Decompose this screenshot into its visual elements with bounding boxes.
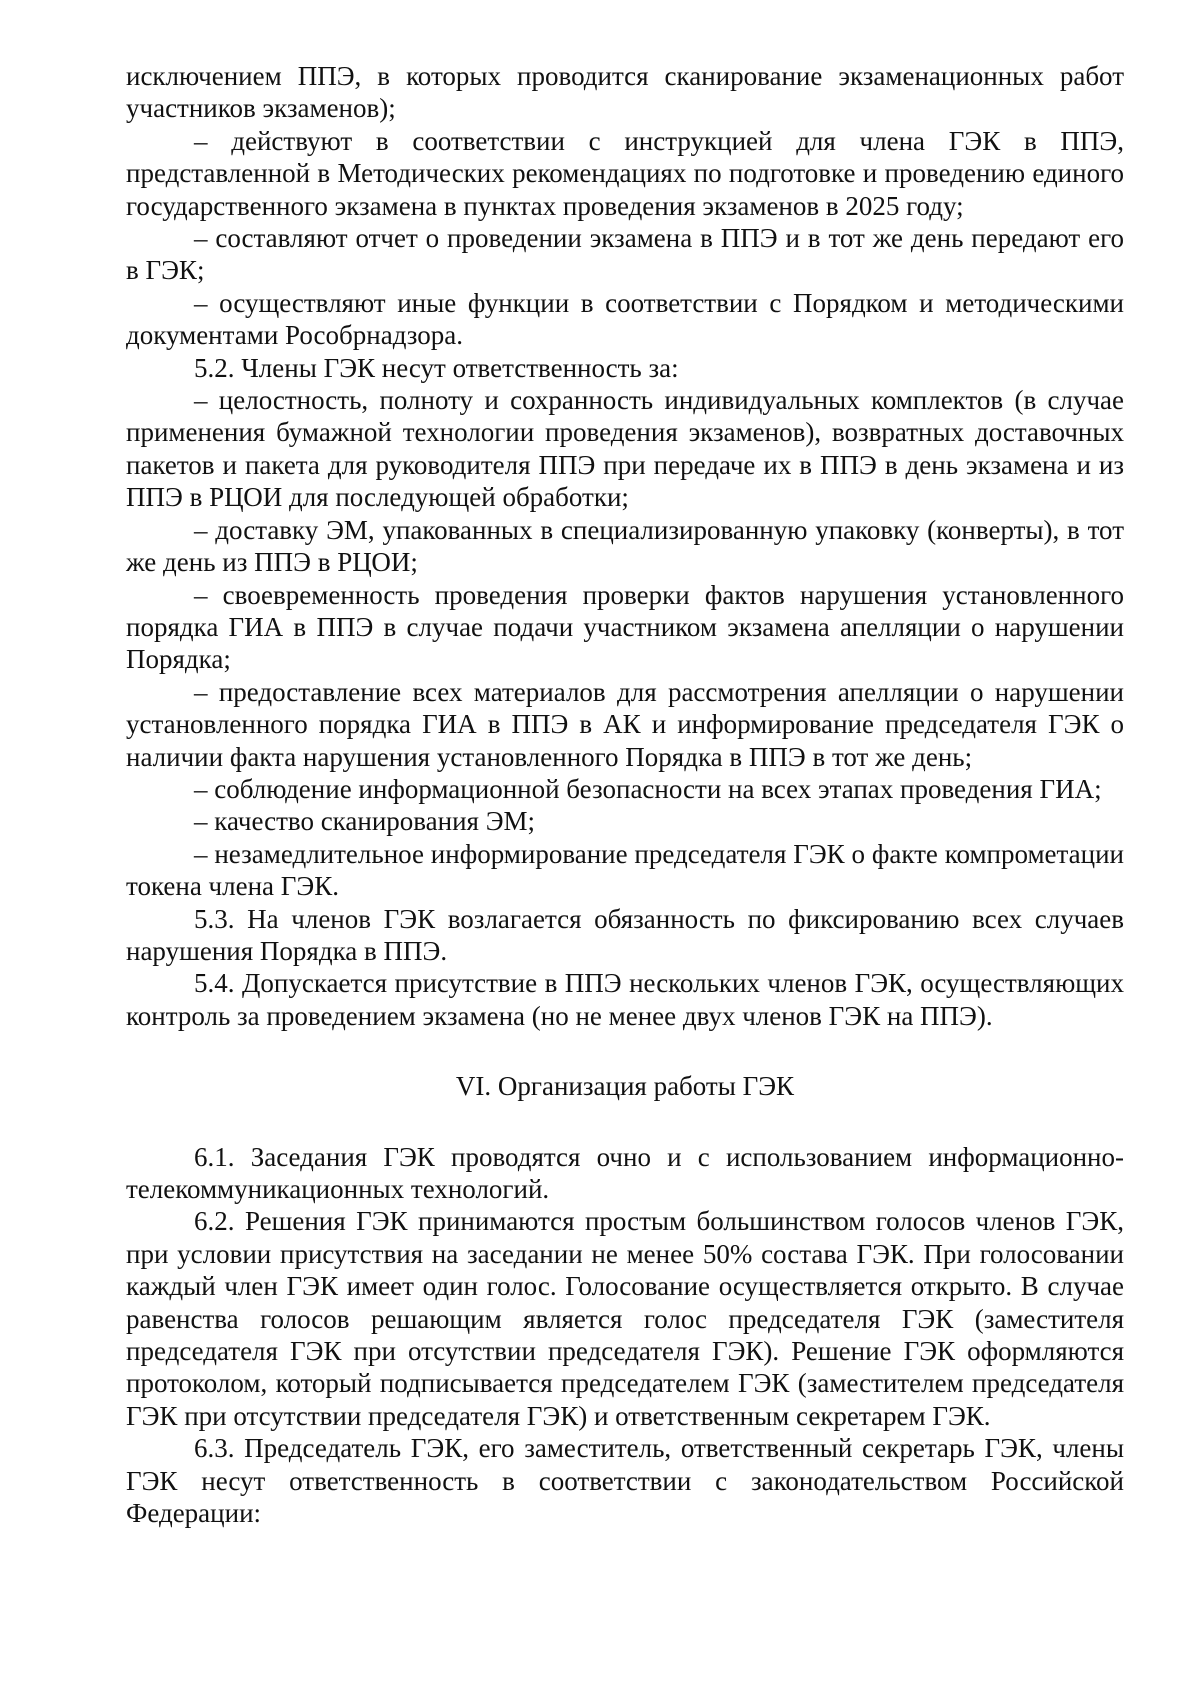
list-item-materials: – предоставление всех материалов для рассмотрения апелляции о нарушении установленного порядка ГИА в ППЭ в АК и информирование председателя ГЭК о наличии факта нарушения установленного Порядка в ППЭ в тот же день; bbox=[126, 676, 1124, 772]
list-item-timeliness: – своевременность проведения проверки фактов нарушения установленного порядка ГИА в ППЭ в случае подачи участником экзамена апелляции о нарушении Порядка; bbox=[126, 579, 1124, 675]
list-item-scanning-quality: – качество сканирования ЭМ; bbox=[194, 806, 536, 837]
clause-5-3: 5.3. На членов ГЭК возлагается обязанность по фиксированию всех случаев нарушения Порядка в ППЭ. bbox=[126, 903, 1124, 966]
list-item-delivery: – доставку ЭМ, упакованных в специализированную упаковку (конверты), в тот же день из ППЭ в РЦОИ; bbox=[126, 514, 1124, 578]
clause-6-1: 6.1. Заседания ГЭК проводятся очно и с использованием информационно-телекоммуникационных технологий. bbox=[126, 1141, 1124, 1204]
clause-6-2: 6.2. Решения ГЭК принимаются простым большинством голосов членов ГЭК, при условии присутствия на заседании не менее 50% состава ГЭК. При голосовании каждый член ГЭК имеет один голос. Голосование осуществляется открыто. В случае равенства голосов решающим является голос председателя ГЭК (заместителя председателя ГЭК при отсутствии председателя ГЭК). Решение ГЭК оформляются протоколом, который подписывается председателем ГЭК (заместителем председателя ГЭК при отсутствии председателя ГЭК) и ответственным секретарем ГЭК. bbox=[126, 1206, 1124, 1431]
list-item-integrity: – целостность, полноту и сохранность индивидуальных комплектов (в случае применения бумажной технологии проведения экзаменов), возвратных доставочных пакетов и пакета для руководителя ППЭ при передаче их в ППЭ в день экзамена и из ППЭ в РЦОИ для последующей обработки; bbox=[126, 385, 1124, 513]
list-item-security: – соблюдение информационной безопасности на всех этапах проведения ГИА; bbox=[194, 773, 1102, 804]
list-item-instruction: – действуют в соответствии с инструкцией для члена ГЭК в ППЭ, представленной в Методических рекомендациях по подготовке и проведению единого государственного экзамена в пунктах проведения экзаменов в 2025 году; bbox=[126, 125, 1124, 221]
clause-5-2: 5.2. Члены ГЭК несут ответственность за: bbox=[194, 352, 679, 383]
section-heading: VI. Организация работы ГЭК bbox=[455, 1071, 795, 1102]
list-item-other-functions: – осуществляют иные функции в соответствии с Порядком и методическими документами Рособрнадзора. bbox=[126, 287, 1124, 351]
clause-5-4: 5.4. Допускается присутствие в ППЭ нескольких членов ГЭК, осуществляющих контроль за проведением экзамена (но не менее двух членов ГЭК на ППЭ). bbox=[126, 968, 1124, 1031]
list-item-report: – составляют отчет о проведении экзамена в ППЭ и в тот же день передают его в ГЭК; bbox=[126, 223, 1124, 286]
spacer bbox=[126, 1032, 1124, 1070]
list-item-token: – незамедлительное информирование председателя ГЭК о факте компрометации токена члена ГЭК. bbox=[126, 838, 1124, 902]
paragraph-continuation: исключением ППЭ, в которых проводится сканирование экзаменационных работ участников экзаменов); bbox=[126, 61, 1124, 124]
document-body bbox=[126, 60, 1124, 1529]
clause-6-3: 6.3. Председатель ГЭК, его заместитель, ответственный секретарь ГЭК, члены ГЭК несут ответственность в соответствии с законодательством Российской Федерации: bbox=[126, 1433, 1124, 1529]
spacer bbox=[126, 1103, 1124, 1141]
